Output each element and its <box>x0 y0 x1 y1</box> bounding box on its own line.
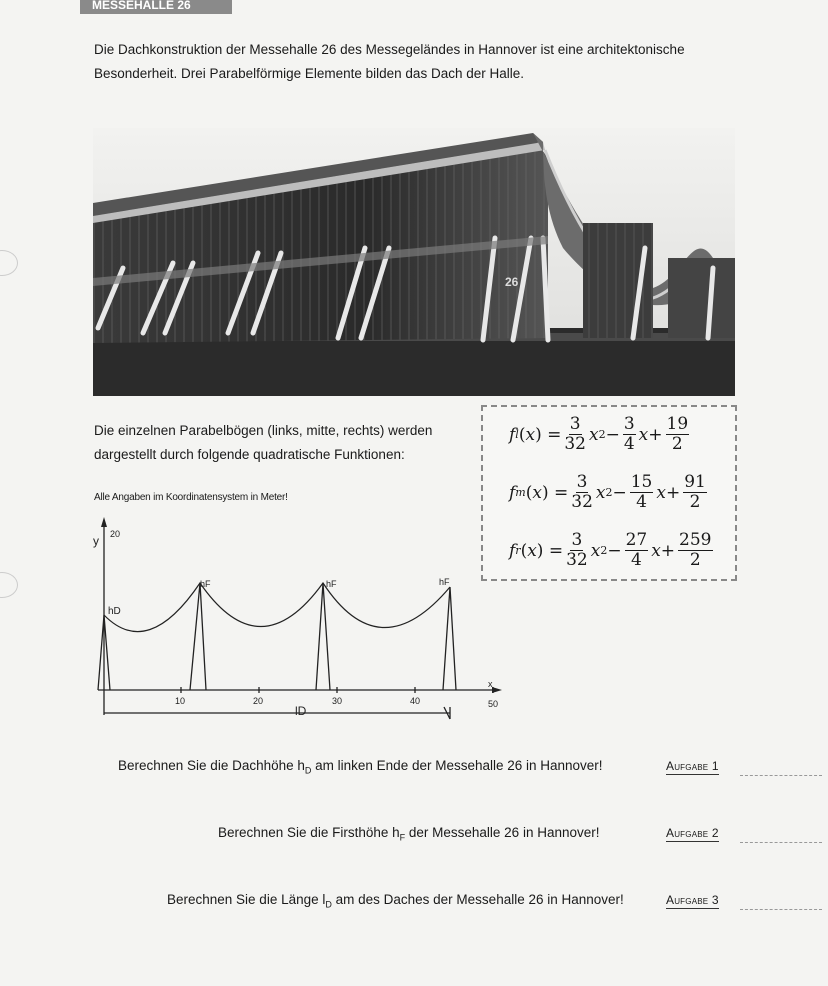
coordinate-diagram <box>88 515 508 730</box>
formula-right-c-den: 2 <box>689 550 701 570</box>
roof-curve <box>104 583 450 632</box>
formula-middle-name: f <box>509 482 516 503</box>
x-tick-50: 50 <box>488 699 499 709</box>
task-3-sub: D <box>325 899 332 910</box>
punch-hole-mark-1 <box>0 250 18 276</box>
task-2-pre: Berechnen Sie die Firsthöhe h <box>218 825 400 840</box>
label-hF-3: hF <box>439 577 450 587</box>
x-axis-label: x <box>488 679 493 689</box>
task-3-label: Aufgabe 3 <box>666 893 719 907</box>
x-tick-10: 10 <box>175 696 186 706</box>
y-axis-arrow <box>101 517 107 527</box>
task-2-line <box>740 842 822 843</box>
task-1-label: Aufgabe 1 <box>666 759 719 773</box>
intro-text <box>94 38 744 86</box>
intro-line-1: Die Dachkonstruktion der Messehalle 26 des Messegeländes in Hannover ist eine architektonische <box>94 42 685 57</box>
support-2 <box>316 583 330 690</box>
header-bar <box>80 0 232 14</box>
task-3-post: am des Daches der Messehalle 26 in Hannover! <box>331 892 624 907</box>
intro-line-2: Besonderheit. Drei Parabelförmige Elemente bilden das Dach der Halle. <box>94 66 524 81</box>
formula-left: f l ( x ) = $\frac{3}{32}$ x 2 − $\frac{3}{4}$ x + $\frac{19}{2}$ <box>509 414 689 454</box>
task-2-post: der Messehalle 26 in Hannover! <box>405 825 600 840</box>
formula-left-a-num: 3 <box>569 414 581 434</box>
y-tick-20: 20 <box>110 529 121 539</box>
task-3-pre: Berechnen Sie die Länge l <box>167 892 326 907</box>
task-1-text <box>118 758 603 776</box>
x-tick-20: 20 <box>253 696 264 706</box>
formula-right-name: f <box>509 540 516 561</box>
x-tick-40: 40 <box>410 696 421 706</box>
formula-left-c-num: 19 <box>666 414 689 434</box>
task-3-text <box>167 892 624 910</box>
support-right <box>443 587 456 690</box>
label-hF-2: hF <box>326 579 337 589</box>
formula-left-sub: l <box>515 428 519 441</box>
support-1 <box>190 583 206 690</box>
formula-box <box>481 405 737 581</box>
task-1-line <box>740 775 822 776</box>
formula-left-c-den: 2 <box>671 434 683 454</box>
unit-note: Alle Angaben im Koordinatensystem in Meter! <box>94 492 288 503</box>
formula-left-b-den: 4 <box>623 434 635 454</box>
formula-right-a-den: 32 <box>566 550 588 570</box>
formula-right-b-num: 27 <box>625 530 648 550</box>
formula-middle: f m ( x ) = $\frac{3}{32}$ x 2 − $\frac{15}{4}$ x + $\frac{91}{2}$ <box>509 472 706 512</box>
task-3-line <box>740 909 822 910</box>
description-line-1: Die einzelnen Parabelbögen (links, mitte, rechts) werden <box>94 423 433 438</box>
label-lD: lD <box>295 704 307 718</box>
formula-right-a-num: 3 <box>571 530 583 550</box>
label-hF-1: hF <box>200 579 211 589</box>
task-1-post: am linken Ende der Messehalle 26 in Hannover! <box>311 758 603 773</box>
formula-middle-sub: m <box>515 486 526 499</box>
formula-middle-a-den: 32 <box>571 492 593 512</box>
punch-hole-mark-2 <box>0 572 18 598</box>
task-1-pre: Berechnen Sie die Dachhöhe h <box>118 758 305 773</box>
hall-number: 26 <box>505 275 519 289</box>
task-2-text <box>218 825 599 843</box>
formula-right-b-den: 4 <box>630 550 642 570</box>
formula-middle-c-den: 2 <box>689 492 701 512</box>
hall-photo <box>93 128 735 396</box>
formula-middle-b-num: 15 <box>630 472 653 492</box>
task-1-sub: D <box>304 765 312 776</box>
description-text <box>94 419 464 467</box>
task-2-sub: F <box>399 832 406 843</box>
header-title: MESSEHALLE 26 <box>92 0 191 12</box>
formula-left-name: f <box>509 424 516 445</box>
task-2-label: Aufgabe 2 <box>666 826 719 840</box>
label-hD: hD <box>108 606 121 617</box>
formula-middle-b-den: 4 <box>636 492 647 512</box>
formula-right-sub: r <box>515 544 521 557</box>
formula-middle-a-num: 3 <box>576 472 588 492</box>
formula-left-b-num: 3 <box>623 414 635 434</box>
formula-right-c-num: 259 <box>679 530 712 550</box>
description-line-2: dargestellt durch folgende quadratische Funktionen: <box>94 447 405 462</box>
y-axis-label: y <box>93 534 99 548</box>
formula-left-a-den: 32 <box>564 434 586 454</box>
formula-middle-c-num: 91 <box>684 472 706 492</box>
x-tick-30: 30 <box>332 696 343 706</box>
formula-right: f r ( x ) = $\frac{3}{32}$ x 2 − $\frac{27}{4}$ x + $\frac{259}{2}$ <box>509 530 712 570</box>
